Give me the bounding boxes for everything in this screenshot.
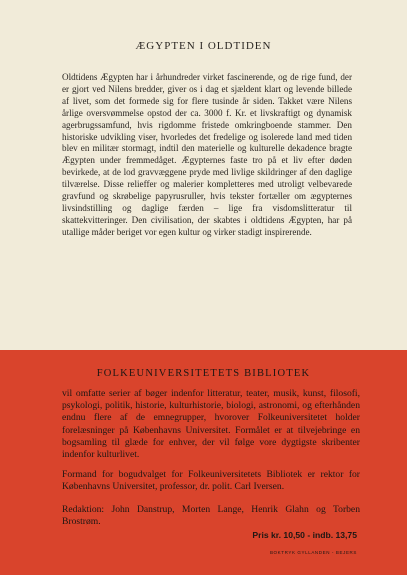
book-title: ÆGYPTEN I OLDTIDEN [135,40,272,52]
editors-note: Redaktion: John Danstrup, Morten Lange, Henrik Glahn og Torben Brostrøm. [62,504,360,528]
lower-red-panel [0,350,407,575]
library-description: vil omfatte serier af bøger indenfor litteratur, teater, musik, kunst, filosofi, psykologi, politik, historie, kulturhistorie, biologi, astronomi, og efterhånden endnu flere af de emnegrupper, hvorover Folkeuniversitetet holder forelæsninger på Københavns Universitet. Formålet er at tilvejebringe en bogsamling til glæde for enhver, der vil følge vore dygtigste skribenter indenfor kulturlivet. [62,388,360,461]
chairman-note: Formand for bogudvalget for Folkeuniversitetets Bibliotek er rektor for Københavns Universitet, professor, dr. polit. Carl Iversen. [62,469,360,493]
printer-imprint: BOKTRYK GYLLANDEN - BEJERS [269,550,357,555]
price-label: Pris kr. 10,50 - indb. 13,75 [252,530,357,540]
library-title: FOLKEUNIVERSITETETS BIBLIOTEK [96,368,311,379]
blurb-paragraph: Oldtidens Ægypten har i århundreder virket fascinerende, og de rige fund, der er gjort ved Nilens bredder, giver os i dag et sjældent klart og levende billede af livet, som det formede sig for flere tusinde år siden. Takket være Nilens årlige oversvømmelse opstod der ca. 3000 f. Kr. et livskraftigt og dynamisk agerbrugssamfund, hvis rigdomme fristede omkringboende stammer. Den historiske udvikling viser, hvorledes det fredelige og isolerede land med tiden blev en militær stormagt, indtil den materielle og kulturelle dekadence bragte Ægypten under fremmedåget. Ægypternes faste tro på et liv efter døden bevirkede, at de lod gravvæggene pryde med livlige skildringer af den daglige tilværelse. Disse relieffer og malerier kompletteres med utroligt velbevarede gravfund og skrøbelige papyrusruller, hvis tekster fortæller om ægypternes livsindstilling og daglige færden – lige fra visdomslitteratur til skattekvitteringer. Den civilisation, der skabtes i oldtidens Ægypten, har på utallige måder beriget vor egen kultur og virker stadigt inspirerende. [62,72,352,237]
